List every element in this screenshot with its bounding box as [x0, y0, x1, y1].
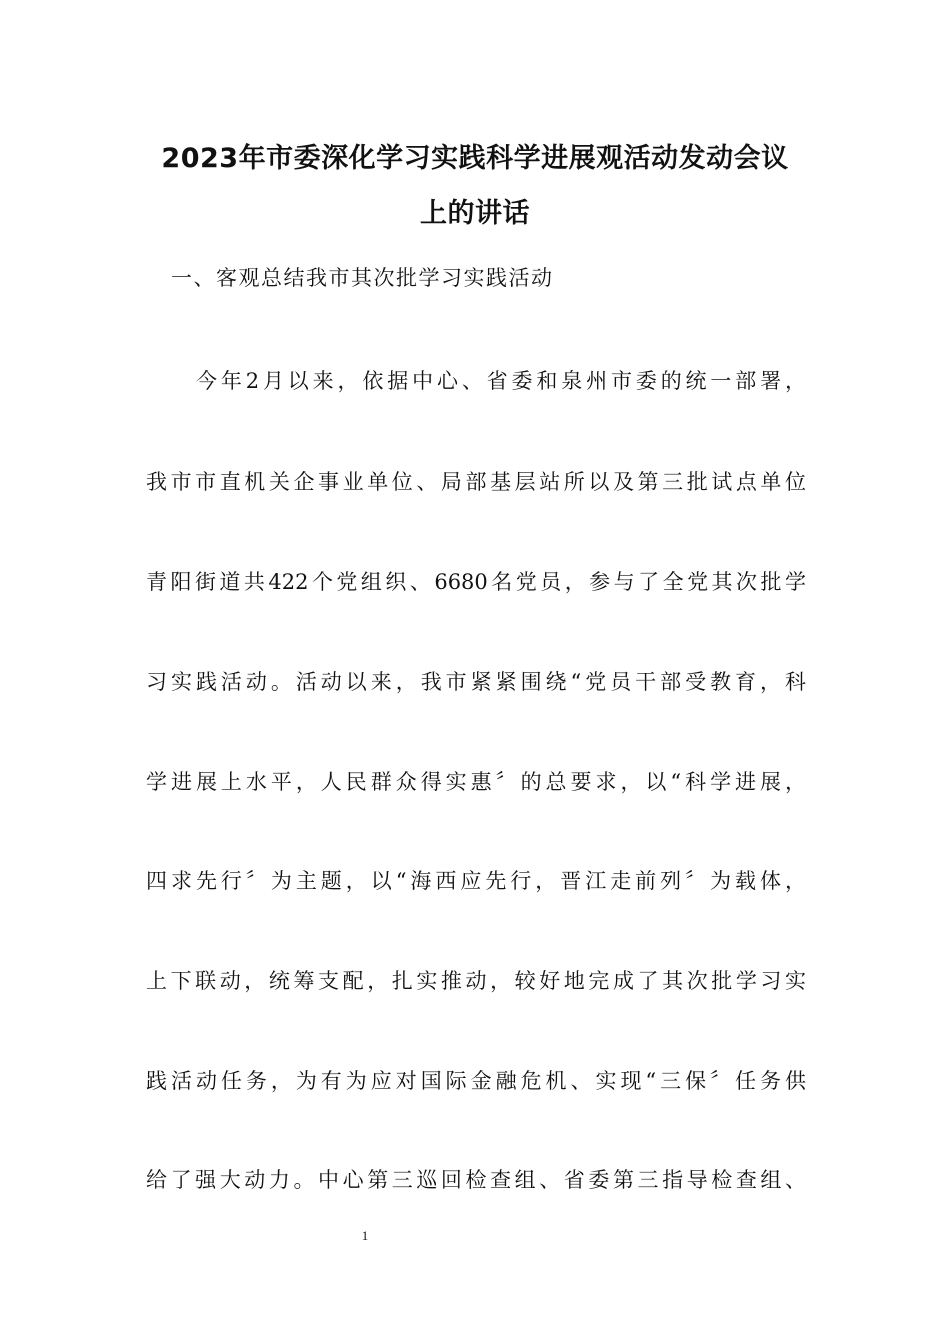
- document-title-line-1: 2023年市委深化学习实践科学进展观活动发动会议: [161, 143, 789, 174]
- document-title-line-2: 上的讲话: [420, 198, 530, 229]
- page-number: 1: [361, 1228, 369, 1243]
- paragraph-line: 今年2月以来，依据中心、省委和泉州市委的统一部署，: [196, 369, 806, 393]
- paragraph-line: 学进展上水平，人民群众得实惠〞的总要求，以“科学进展，: [146, 770, 806, 794]
- paragraph-line: 给了强大动力。中心第三巡回检查组、省委第三指导检查组、: [146, 1168, 806, 1192]
- section-heading: 一、客观总结我市其次批学习实践活动: [171, 266, 554, 290]
- paragraph-line: 我市市直机关企事业单位、局部基层站所以及第三批试点单位: [146, 470, 806, 494]
- paragraph-line: 习实践活动。活动以来，我市紧紧围绕“党员干部受教育，科: [146, 670, 806, 694]
- paragraph-line: 践活动任务，为有为应对国际金融危机、实现“三保〞任务供: [146, 1069, 806, 1093]
- paragraph-line: 上下联动，统筹支配，扎实推动，较好地完成了其次批学习实: [146, 969, 806, 993]
- paragraph-line: 青阳街道共422个党组织、6680名党员，参与了全党其次批学: [146, 570, 806, 594]
- paragraph-line: 四求先行〞为主题，以“海西应先行，晋江走前列〞为载体，: [146, 869, 806, 893]
